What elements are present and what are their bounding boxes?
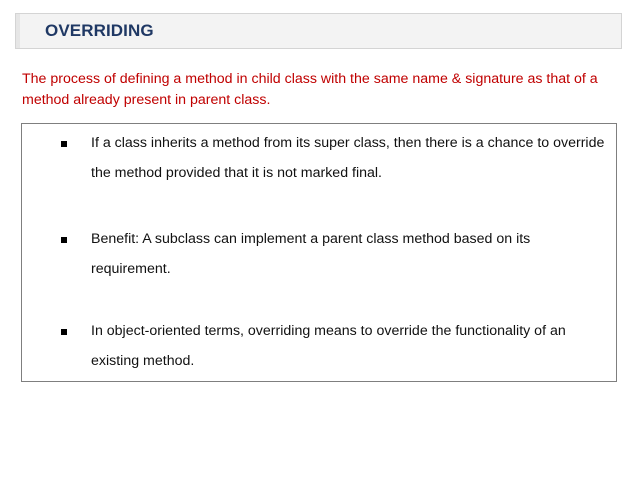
title-bar [15,13,622,49]
bullet-text: Benefit: A subclass can implement a parent class method based on its requirement. [91,231,531,277]
square-bullet-icon [61,237,67,243]
title-accent [16,14,20,48]
definition-text: The process of defining a method in child class with the same name & signature as that of a method already present in parent class. [22,71,598,108]
bullet-text: In object-oriented terms, overriding means to override the functionality of an existing method. [91,323,566,369]
bullet-box [21,123,617,382]
slide-title: OVERRIDING [45,21,154,40]
square-bullet-icon [61,329,67,335]
square-bullet-icon [61,141,67,147]
bullet-text: If a class inherits a method from its super class, then there is a chance to override the method provided that it is not marked final. [91,135,605,181]
